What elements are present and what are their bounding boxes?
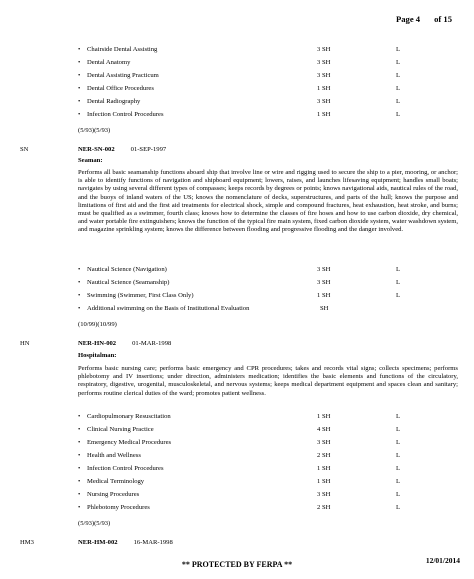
rating-title: Hospitalman:: [78, 352, 117, 359]
course-credit: 1 SH: [317, 85, 331, 92]
course-level: L: [396, 266, 401, 273]
bullet: •: [78, 465, 81, 472]
course-name: Nautical Science (Seamanship): [87, 279, 170, 286]
bullet: •: [78, 292, 81, 299]
rating-description: Performs basic nursing care; performs basic emergency and CPR procedures; takes and records vital signs; collects specimens; performs phlebotomy and IV insertions; under direction, administers medication; identifies the basic elements and functions of the circulatory, respiratory, digestive, urogenital, musculoskeletal, and nervous systems; keeps medical department equipment and spaces clean and sanitary; performs routine clerical duties of the ward; promotes patient wellness.: [78, 365, 458, 397]
course-name: Additional swimming on the Basis of Institutional Evaluation: [87, 305, 250, 312]
course-level: L: [396, 46, 401, 53]
course-name: Emergency Medical Procedures: [87, 439, 172, 446]
course-level: L: [396, 85, 401, 92]
course-credit: 2 SH: [317, 452, 331, 459]
course-credit: 4 SH: [317, 426, 331, 433]
course-level: L: [396, 292, 401, 299]
course-level: L: [396, 504, 401, 511]
course-credit: 1 SH: [317, 465, 331, 472]
course-name: Nautical Science (Navigation): [87, 266, 167, 273]
rating-date: 16-MAR-1998: [133, 539, 173, 546]
course-name: Swimming (Swimmer, First Class Only): [87, 292, 194, 299]
course-level: L: [396, 111, 401, 118]
course-row: [78, 504, 458, 516]
rating-date: 01-SEP-1997: [130, 146, 167, 153]
course-name: Phlebotomy Procedures: [87, 504, 150, 511]
bullet: •: [78, 413, 81, 420]
bullet: •: [78, 426, 81, 433]
course-row: [78, 85, 458, 97]
course-credit: 3 SH: [317, 279, 331, 286]
course-row: [78, 426, 458, 438]
course-name: Health and Wellness: [87, 452, 141, 459]
course-row: [78, 98, 458, 110]
course-credit: 3 SH: [317, 72, 331, 79]
bullet: •: [78, 478, 81, 485]
course-row: [78, 72, 458, 84]
rating-code-line: [78, 146, 166, 154]
course-name: Chairside Dental Assisting: [87, 46, 158, 53]
page-number: [396, 14, 452, 25]
course-credit: 3 SH: [317, 59, 331, 66]
bullet: •: [78, 46, 81, 53]
course-name: Dental Assisting Practicum: [87, 72, 159, 79]
bullet: •: [78, 279, 81, 286]
evaluation-dates: (5/93)(5/93): [78, 520, 111, 527]
course-credit: 1 SH: [317, 413, 331, 420]
course-row: [78, 439, 458, 451]
bullet: •: [78, 439, 81, 446]
rating-code: NER-SN-002: [78, 146, 115, 153]
course-credit: 1 SH: [317, 111, 331, 118]
rating-code-line: [78, 539, 173, 547]
course-row: [78, 465, 458, 477]
rating-code: NER-HN-002: [78, 340, 117, 347]
rating-description: Performs all basic seamanship functions aboard ship that involve line or wire and rigging used to secure the ship to a pier, mooring, or anchor; is able to identify functions of navigation and shipboard equipment; lowers, raises, and launches lifesaving equipment; handles small boats; navigates by using several different types of compasses; keeps records by degrees or points; knows navigational aids, nautical rules of the road, and the buoys of inland waters of the US; knows the nomenclature of decks, superstructures, and parts of the hull; knows the purpose and limitations of first aid and the first aid treatments for electrical shock, simple and compound fractures, heat exhaustion, heat stroke, and burns; must be qualified as a swimmer, fourth class; knows how to determine the classes of fire hoses and how to use carbon dioxide, dry chemical, and water portable fire extinguishers; knows the function of the typical fire main system, fixed carbon dioxide system, water washdown system, and magazine sprinkling system; knows the difference between flooding and progressive flooding and the danger involved.: [78, 169, 458, 234]
bullet: •: [78, 85, 81, 92]
course-credit: 1 SH: [317, 478, 331, 485]
rating-title: Seaman:: [78, 157, 103, 164]
course-level: L: [396, 413, 401, 420]
course-credit: 1 SH: [317, 292, 331, 299]
print-date: 12/01/2014: [425, 556, 460, 565]
ferpa-notice: ** PROTECTED BY FERPA **: [181, 560, 293, 569]
evaluation-dates: (10/99)(10/99): [78, 321, 117, 328]
rating-abbrev: SN: [20, 146, 29, 153]
course-level: L: [396, 491, 401, 498]
course-row: [78, 452, 458, 464]
course-level: L: [396, 478, 401, 485]
course-row: [78, 413, 458, 425]
course-row: [78, 292, 458, 304]
rating-abbrev: HN: [20, 340, 30, 347]
course-row: [78, 491, 458, 503]
bullet: •: [78, 72, 81, 79]
course-row: [78, 305, 458, 317]
course-name: Clinical Nursing Practice: [87, 426, 154, 433]
course-name: Dental Anatomy: [87, 59, 131, 66]
evaluation-dates: (5/93)(5/93): [78, 127, 111, 134]
bullet: •: [78, 305, 81, 312]
course-name: Dental Office Procedures: [87, 85, 154, 92]
course-level: L: [396, 72, 401, 79]
course-level: L: [396, 452, 401, 459]
bullet: •: [78, 59, 81, 66]
page-of-label: of 15: [434, 14, 452, 24]
course-level: L: [396, 426, 401, 433]
course-name: Cardiopulmonary Resuscitation: [87, 413, 171, 420]
bullet: •: [78, 504, 81, 511]
course-row: [78, 478, 458, 490]
rating-date: 01-MAR-1998: [132, 340, 172, 347]
course-name: Medical Terminology: [87, 478, 145, 485]
course-credit: 2 SH: [317, 504, 331, 511]
course-level: L: [396, 279, 401, 286]
course-credit: 3 SH: [317, 439, 331, 446]
rating-code-line: [78, 340, 171, 348]
bullet: •: [78, 491, 81, 498]
bullet: •: [78, 111, 81, 118]
course-row: [78, 279, 458, 291]
page-label: Page 4: [395, 14, 421, 24]
bullet: •: [78, 98, 81, 105]
course-level: L: [396, 98, 401, 105]
course-name: Infection Control Procedures: [87, 111, 164, 118]
course-row: [78, 46, 458, 58]
rating-code: NER-HM-002: [78, 539, 118, 546]
course-row: [78, 266, 458, 278]
course-name: Infection Control Procedures: [87, 465, 164, 472]
course-credit: 3 SH: [317, 98, 331, 105]
bullet: •: [78, 452, 81, 459]
course-credit: SH: [320, 305, 329, 312]
course-credit: 3 SH: [317, 491, 331, 498]
course-level: L: [396, 439, 401, 446]
course-name: Nursing Procedures: [87, 491, 140, 498]
course-row: [78, 111, 458, 123]
rating-abbrev: HM3: [20, 539, 34, 546]
bullet: •: [78, 266, 81, 273]
course-level: L: [396, 465, 401, 472]
course-credit: 3 SH: [317, 266, 331, 273]
course-credit: 3 SH: [317, 46, 331, 53]
course-name: Dental Radiography: [87, 98, 141, 105]
course-row: [78, 59, 458, 71]
course-level: L: [396, 59, 401, 66]
